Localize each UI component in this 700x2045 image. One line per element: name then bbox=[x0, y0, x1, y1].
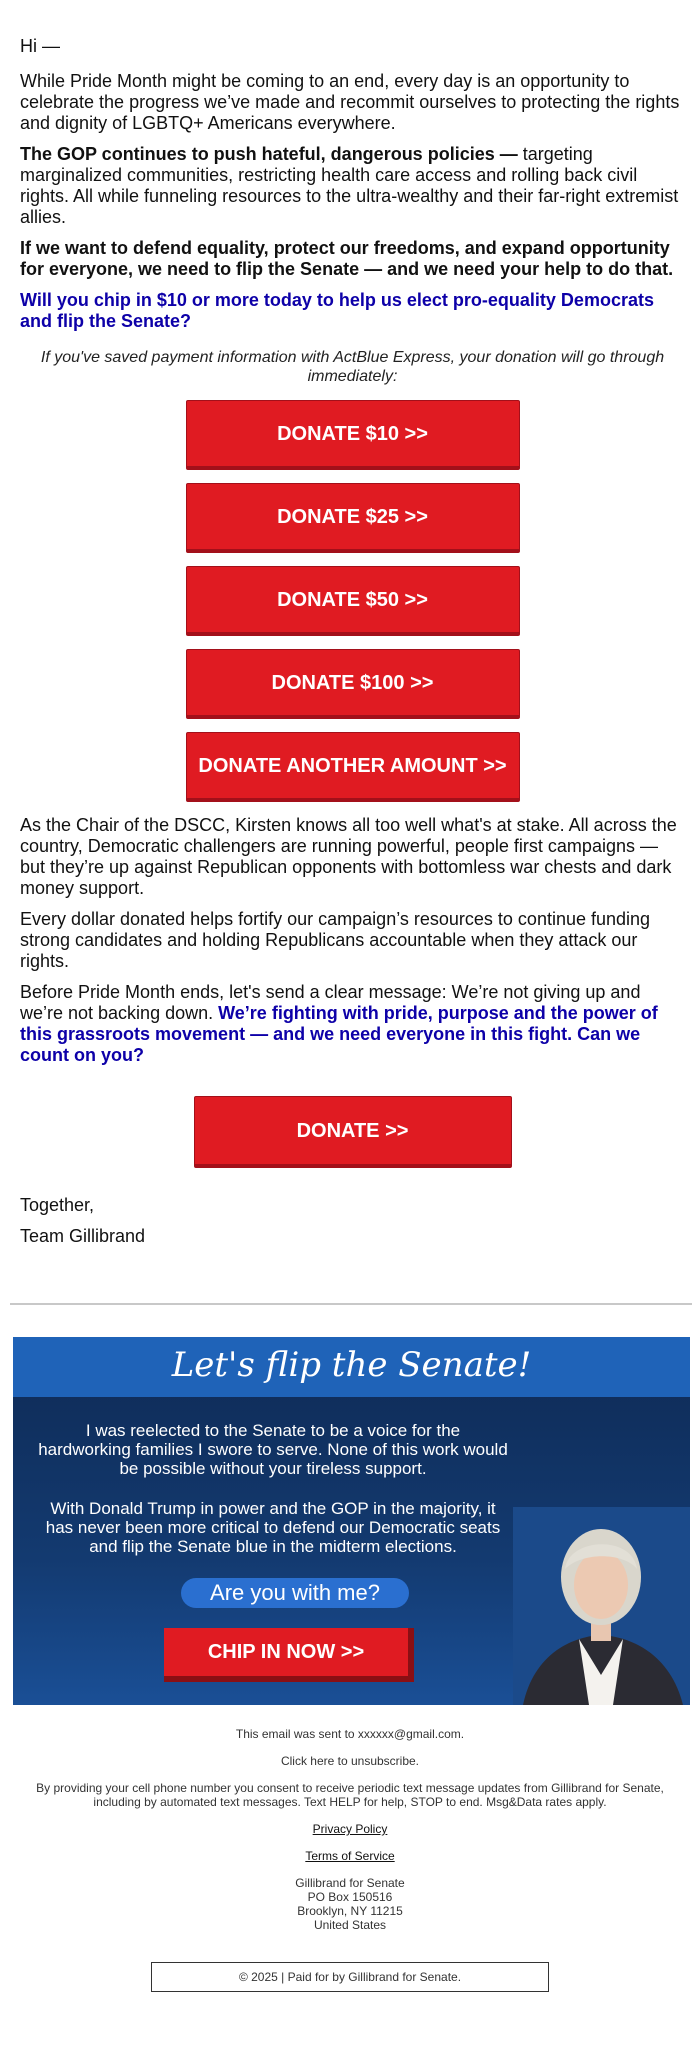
divider bbox=[10, 1303, 692, 1305]
donation-ask[interactable]: Will you chip in $10 or more today to help us elect pro-equality Democrats and flip the Senate? bbox=[20, 290, 654, 331]
paragraph-every-dollar: Every dollar donated helps fortify our campaign’s resources to continue funding strong candidates and holding Republicans accountable when they attack our rights. bbox=[20, 909, 651, 971]
banner-script-title: Let's flip the Senate! bbox=[171, 1345, 532, 1385]
terms-of-service-link[interactable]: Terms of Service bbox=[305, 1849, 395, 1863]
paragraph-clear-message-link[interactable]: We’re fighting with pride, purpose and the power of this grassroots movement — and we need everyone in this fight. Can we count on you? bbox=[20, 1003, 658, 1065]
paragraph-dscc: As the Chair of the DSCC, Kirsten knows all too well what's at stake. All across the country, Democratic challengers are running powerful, people first campaigns — but they’re up against Republican opponents with bottomless war chests and dark money support. bbox=[20, 815, 677, 898]
privacy-policy-link[interactable]: Privacy Policy bbox=[312, 1822, 388, 1836]
sent-to-email: xxxxxx@gmail.com bbox=[357, 1727, 461, 1741]
banner-text-trump: With Donald Trump in power and the GOP in the majority, it has never been more critical to defend our Democratic seats and flip the Senate blue in the midterm elections. bbox=[45, 1499, 501, 1556]
donate-100-button[interactable]: DONATE $100 >> bbox=[186, 649, 520, 719]
sent-to-suffix: . bbox=[460, 1727, 465, 1741]
actblue-express-note: If you've saved payment information with ActBlue Express, your donation will go through immediately: bbox=[40, 349, 665, 385]
paragraph-gop-bold: The GOP continues to push hateful, dangerous policies — bbox=[20, 144, 518, 164]
paragraph-intro: While Pride Month might be coming to an end, every day is an opportunity to celebrate the progress we’ve made and recommit ourselves to protecting the rights and dignity of LGBTQ+ Americans everywhere. bbox=[20, 71, 680, 133]
footer bbox=[30, 1727, 670, 1932]
paragraph-flip-senate: If we want to defend equality, protect our freedoms, and expand opportunity for everyone, we need to flip the Senate — and we need your help to do that. bbox=[20, 238, 674, 279]
paragraph-clear-message bbox=[20, 982, 685, 1066]
donate-50-button[interactable]: DONATE $50 >> bbox=[186, 566, 520, 636]
donate-25-button[interactable]: DONATE $25 >> bbox=[186, 483, 520, 553]
sms-consent-text: By providing your cell phone number you consent to receive periodic text message updates from Gillibrand for Senate, including by automated text messages. Text HELP for help, STOP to end. Msg&Data rates apply. bbox=[36, 1781, 664, 1809]
address-city: Brooklyn, NY 11215 bbox=[297, 1904, 403, 1918]
address-po-box: PO Box 150516 bbox=[307, 1890, 393, 1904]
closing: Together, bbox=[20, 1195, 95, 1215]
donate-main-button[interactable]: DONATE >> bbox=[194, 1096, 512, 1168]
greeting: Hi — bbox=[20, 36, 60, 56]
paragraph-gop bbox=[20, 144, 685, 228]
banner-text-reelected: I was reelected to the Senate to be a voice for the hardworking families I swore to serve. None of this work would be possible without your tireless support. bbox=[38, 1421, 508, 1478]
donate-10-button[interactable]: DONATE $10 >> bbox=[186, 400, 520, 470]
unsubscribe-link[interactable]: Click here to unsubscribe. bbox=[280, 1754, 420, 1768]
chip-in-banner[interactable] bbox=[13, 1337, 690, 1705]
chip-in-now-button[interactable]: CHIP IN NOW >> bbox=[164, 1628, 414, 1682]
email-body bbox=[20, 36, 685, 1257]
paragraph-clear-message-plain: Before Pride Month ends, let's send a clear message: We’re not giving up and we’re not backing down. bbox=[20, 982, 641, 1023]
address-country: United States bbox=[313, 1918, 387, 1932]
sent-to-prefix: This email was sent to bbox=[235, 1727, 358, 1741]
donate-other-amount-button[interactable]: DONATE ANOTHER AMOUNT >> bbox=[186, 732, 520, 802]
donate-button-group bbox=[20, 400, 685, 802]
address-org: Gillibrand for Senate bbox=[295, 1876, 405, 1890]
banner-question-pill: Are you with me? bbox=[181, 1578, 409, 1608]
mailing-address bbox=[30, 1876, 670, 1932]
paragraph-gop-rest: targeting marginalized communities, restricting health care access and rolling back civil rights. All while funneling resources to the ultra-wealthy and their far-right extremist allies. bbox=[20, 144, 679, 227]
sent-to-line bbox=[30, 1727, 670, 1741]
signature: Team Gillibrand bbox=[20, 1226, 146, 1246]
candidate-photo bbox=[513, 1507, 690, 1705]
paid-for-disclaimer: © 2025 | Paid for by Gillibrand for Senate. bbox=[151, 1962, 549, 1992]
